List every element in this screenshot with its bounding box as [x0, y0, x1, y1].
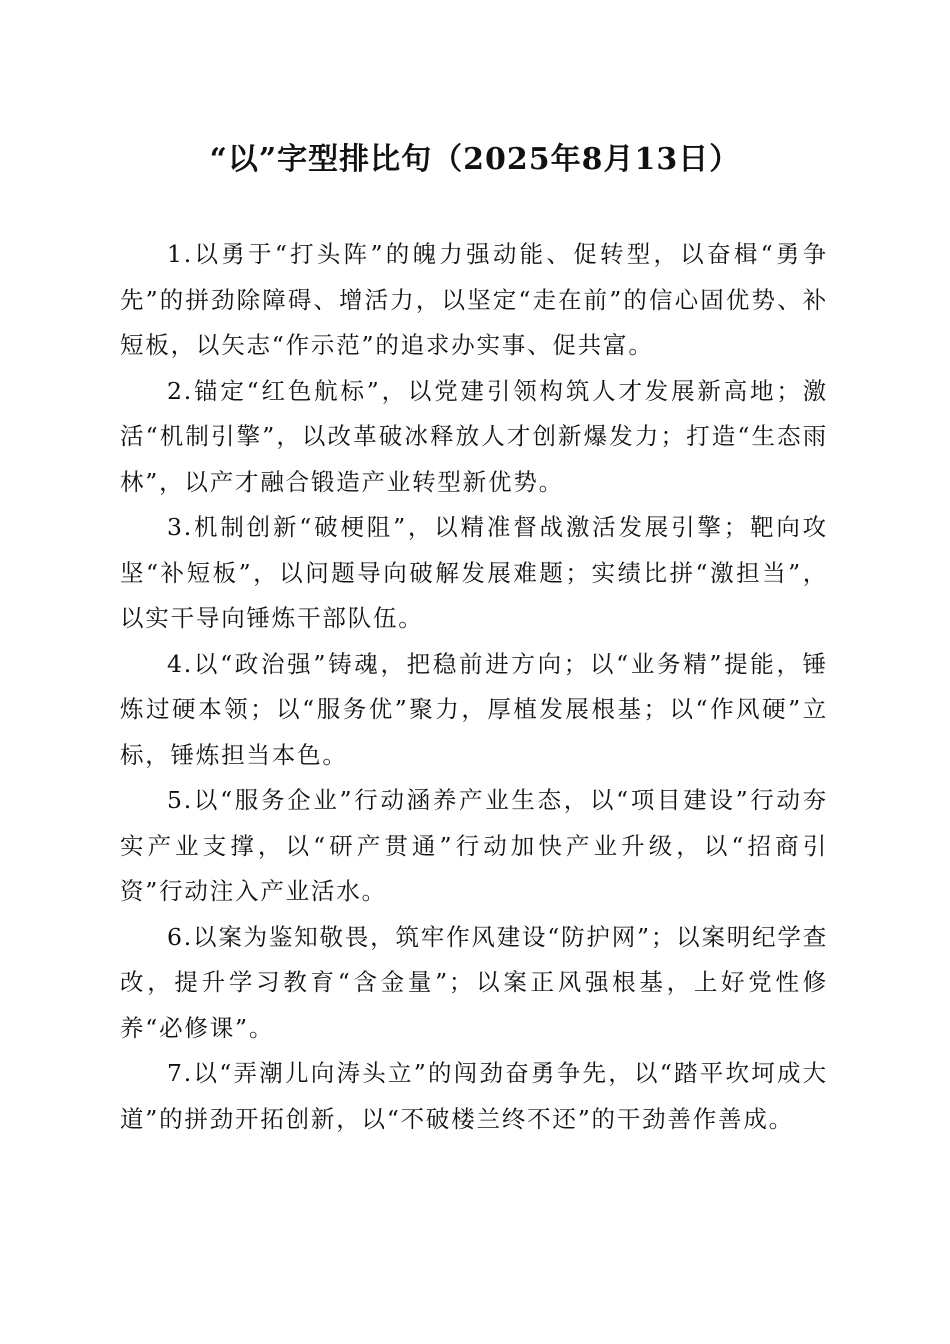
- paragraph-4: 4.以“政治强”铸魂，把稳前进方向；以“业务精”提能，锤炼过硬本领；以“服务优”聚力，厚植发展根基；以“作风硬”立标，锤炼担当本色。: [120, 649, 828, 769]
- document-title: “以”字型排比句（2025年8月13日）: [209, 142, 741, 177]
- paragraph-3: 3.机制创新“破梗阻”，以精准督战激活发展引擎；靶向攻坚“补短板”，以问题导向破解发展难题；实绩比拼“激担当”，以实干导向锤炼干部队伍。: [120, 513, 828, 632]
- paragraph-7: 7.以“弄潮儿向涛头立”的闯劲奋勇争先，以“踏平坎坷成大道”的拼劲开拓创新，以“不破楼兰终不还”的干劲善作善成。: [120, 1059, 828, 1133]
- paragraph-5: 5.以“服务企业”行动涵养产业生态，以“项目建设”行动夯实产业支撑，以“研产贯通”行动加快产业升级，以“招商引资”行动注入产业活水。: [120, 786, 829, 905]
- paragraph-6: 6.以案为鉴知敬畏，筑牢作风建设“防护网”；以案明纪学查改，提升学习教育“含金量”；以案正风强根基，上好党性修养“必修课”。: [120, 922, 828, 1042]
- document-body: [120, 232, 828, 1142]
- paragraph-2: 2.锚定“红色航标”，以党建引领构筑人才发展新高地；激活“机制引擎”，以改革破冰释放人才创新爆发力；打造“生态雨林”，以产才融合锻造产业转型新优势。: [120, 376, 828, 496]
- paragraph-1: 1.以勇于“打头阵”的魄力强动能、促转型，以奋楫“勇争先”的拼劲除障碍、增活力，以坚定“走在前”的信心固优势、补短板，以矢志“作示范”的追求办实事、促共富。: [120, 240, 828, 359]
